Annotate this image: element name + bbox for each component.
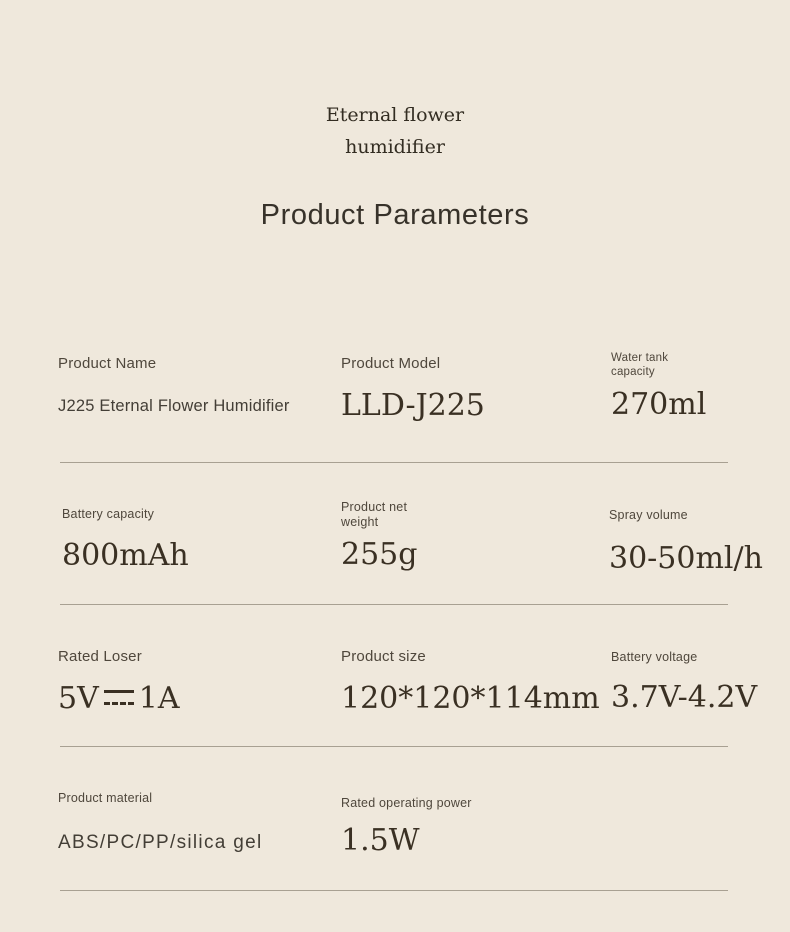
rated-loser-label: Rated Loser — [58, 648, 142, 665]
battery-capacity-value: 800mAh — [62, 538, 189, 573]
product-size-value: 120*120*114mm — [341, 681, 600, 716]
battery-capacity-label: Battery capacity — [62, 507, 155, 521]
dc-current-symbol-icon — [104, 690, 134, 705]
divider — [60, 890, 728, 891]
product-model-value: LLD-J225 — [341, 388, 485, 423]
param-product-material — [58, 791, 262, 854]
brand-title — [0, 99, 790, 163]
param-product-net-weight — [341, 500, 417, 574]
param-product-size — [341, 648, 600, 718]
product-material-value: ABS/PC/PP/silica gel — [58, 832, 263, 853]
spray-volume-label: Spray volume — [609, 508, 688, 522]
param-rated-operating-power — [341, 796, 472, 860]
product-model-label: Product Model — [341, 355, 441, 372]
rated-loser-value — [58, 680, 180, 718]
brand-line-1: Eternal flower — [325, 104, 465, 126]
product-name-label: Product Name — [58, 355, 157, 372]
rated-operating-power-label: Rated operating power — [341, 796, 472, 810]
page-title: Product Parameters — [260, 199, 530, 231]
divider — [60, 604, 728, 605]
param-battery-capacity — [62, 507, 189, 575]
divider — [60, 462, 728, 463]
water-tank-capacity-label: Water tank capacity — [611, 352, 669, 378]
rated-loser-value-prefix: 5V — [58, 681, 99, 716]
product-material-label: Product material — [58, 791, 153, 805]
product-net-weight-value: 255g — [341, 537, 418, 572]
param-water-tank-capacity — [611, 351, 706, 424]
param-product-model — [341, 355, 485, 425]
battery-voltage-value: 3.7V-4.2V — [611, 680, 758, 715]
battery-voltage-label: Battery voltage — [611, 650, 698, 664]
param-battery-voltage — [611, 650, 757, 717]
rated-operating-power-value: 1.5W — [341, 823, 420, 858]
spray-volume-value: 30-50ml/h — [609, 541, 763, 576]
rated-loser-value-suffix: 1A — [138, 681, 180, 716]
divider — [60, 746, 728, 747]
param-product-name — [58, 355, 290, 416]
water-tank-capacity-value: 270ml — [611, 387, 707, 422]
product-net-weight-label: Product net weight — [341, 500, 408, 529]
param-spray-volume — [609, 508, 763, 578]
product-size-label: Product size — [341, 648, 426, 665]
param-rated-loser — [58, 648, 180, 718]
product-name-value: J225 Eternal Flower Humidifier — [58, 397, 290, 415]
brand-line-2: humidifier — [345, 136, 445, 158]
